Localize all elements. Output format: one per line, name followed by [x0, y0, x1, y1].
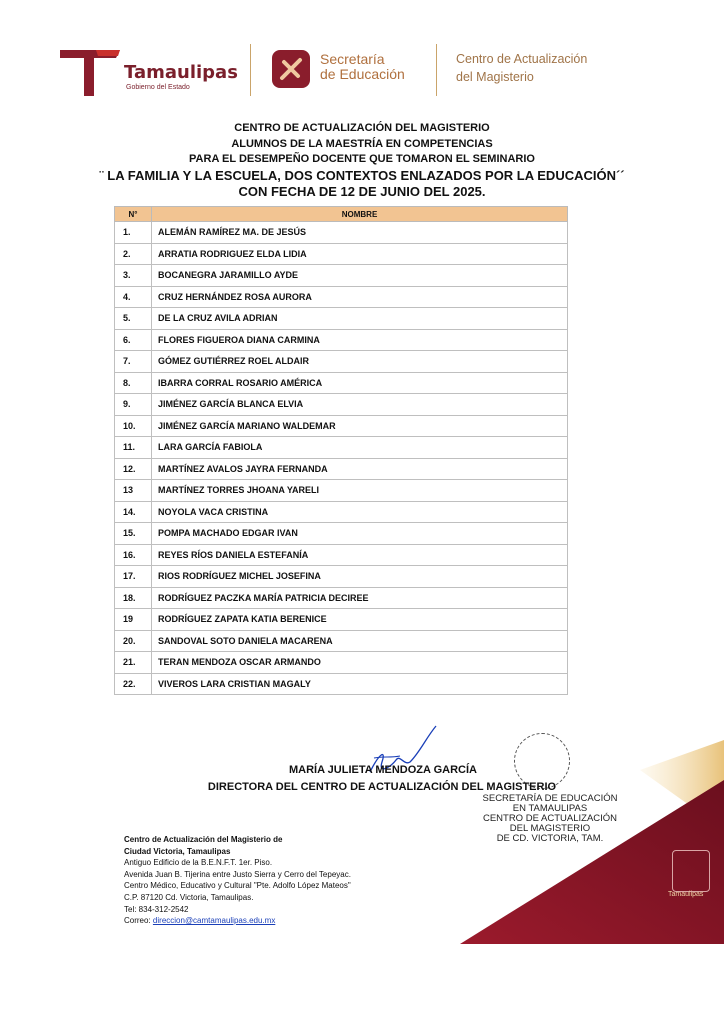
row-number: 8. [115, 372, 152, 394]
row-number: 17. [115, 566, 152, 588]
table-row [115, 329, 568, 351]
row-number: 13 [115, 480, 152, 502]
row-number: 19 [115, 609, 152, 631]
sep-logo [272, 50, 310, 88]
tamaulipas-subtitle: Gobierno del Estado [126, 84, 190, 91]
table-row [115, 523, 568, 545]
student-name: MARTÍNEZ AVALOS JAYRA FERNANDA [152, 458, 568, 480]
student-name: TERAN MENDOZA OSCAR ARMANDO [152, 652, 568, 674]
row-number: 5. [115, 308, 152, 330]
footer-address [124, 834, 444, 927]
title-line2: ALUMNOS DE LA MAESTRÍA EN COMPETENCIAS [231, 137, 493, 150]
student-name: DE LA CRUZ AVILA ADRIAN [152, 308, 568, 330]
row-number: 14. [115, 501, 152, 523]
stamp-line1: SECRETARÍA DE EDUCACIÓN [482, 793, 618, 804]
table-row [115, 372, 568, 394]
row-number: 16. [115, 544, 152, 566]
column-header-num: N° [115, 207, 152, 222]
title-line1: CENTRO DE ACTUALIZACIÓN DEL MAGISTERIO [234, 122, 490, 134]
row-number: 9. [115, 394, 152, 416]
stamp-line4: DEL MAGISTERIO [509, 823, 591, 834]
student-name: IBARRA CORRAL ROSARIO AMÉRICA [152, 372, 568, 394]
cam-line2: del Magisterio [456, 70, 534, 84]
footer-line2: Ciudad Victoria, Tamaulipas [124, 846, 231, 856]
row-number: 6. [115, 329, 152, 351]
sep-line2: de Educación [320, 66, 405, 82]
table-row [115, 630, 568, 652]
student-name: LARA GARCÍA FABIOLA [152, 437, 568, 459]
row-number: 7. [115, 351, 152, 373]
table-row [115, 566, 568, 588]
row-number: 2. [115, 243, 152, 265]
table-row [115, 501, 568, 523]
student-name: RODRÍGUEZ PACZKA MARÍA PATRICIA DECIREE [152, 587, 568, 609]
stamp-line5: DE CD. VICTORIA, TAM. [496, 833, 604, 844]
footer-line3: Antiguo Edificio de la B.E.N.F.T. 1er. Piso. [124, 858, 273, 868]
table-header-row [115, 207, 568, 222]
row-number: 4. [115, 286, 152, 308]
student-name: MARTÍNEZ TORRES JHOANA YARELI [152, 480, 568, 502]
table-row [115, 673, 568, 695]
student-name: CRUZ HERNÁNDEZ ROSA AURORA [152, 286, 568, 308]
table-row [115, 308, 568, 330]
students-table [114, 206, 568, 695]
title-line5: CON FECHA DE 12 DE JUNIO DEL 2025. [238, 183, 486, 199]
student-name: JIMÉNEZ GARCÍA MARIANO WALDEMAR [152, 415, 568, 437]
email-link[interactable]: direccion@camtamaulipas.edu.mx [152, 916, 276, 926]
table-row [115, 609, 568, 631]
table-row [115, 415, 568, 437]
student-name: BOCANEGRA JARAMILLO AYDE [152, 265, 568, 287]
footer-line5: Centro Médico, Educativo y Cultural "Pte. Adolfo López Mateos" [124, 881, 351, 891]
column-header-name: NOMBRE [152, 207, 568, 222]
student-name: RIOS RODRÍGUEZ MICHEL JOSEFINA [152, 566, 568, 588]
row-number: 21. [115, 652, 152, 674]
title-line4: ¨ LA FAMILIA Y LA ESCUELA, DOS CONTEXTOS ENLAZADOS POR LA EDUCACIÓN´´ [99, 167, 625, 183]
stamp-line2: EN TAMAULIPAS [512, 803, 588, 814]
footer-line4: Avenida Juan B. Tijerina entre Justo Sierra y Cerro del Tepeyac. [124, 869, 351, 879]
footer-line1: Centro de Actualización del Magisterio de [124, 835, 283, 844]
document-title [0, 121, 724, 200]
student-name: NOYOLA VACA CRISTINA [152, 501, 568, 523]
corner-logo-text: Tamaulipas [668, 891, 704, 898]
divider [436, 44, 437, 96]
table-row [115, 243, 568, 265]
table-row [115, 544, 568, 566]
corner-decoration [460, 740, 724, 944]
row-number: 15. [115, 523, 152, 545]
tamaulipas-name: Tamaulipas [124, 62, 238, 83]
cam-line1: Centro de Actualización [456, 52, 588, 66]
row-number: 11. [115, 437, 152, 459]
row-number: 1. [115, 222, 152, 244]
row-number: 20. [115, 630, 152, 652]
row-number: 22. [115, 673, 152, 695]
student-name: ALEMÁN RAMÍREZ MA. DE JESÚS [152, 222, 568, 244]
row-number: 3. [115, 265, 152, 287]
student-name: SANDOVAL SOTO DANIELA MACARENA [152, 630, 568, 652]
footer-email-row [124, 915, 444, 927]
table-row [115, 652, 568, 674]
table-row [115, 480, 568, 502]
corner-logo [672, 850, 710, 892]
footer-line6: C.P. 87120 Cd. Victoria, Tamaulipas. [124, 892, 254, 902]
student-name: GÓMEZ GUTIÉRREZ ROEL ALDAIR [152, 351, 568, 373]
signatory-role: DIRECTORA DEL CENTRO DE ACTUALIZACIÓN DEL MAGISTERIO [207, 781, 557, 793]
table-row [115, 458, 568, 480]
student-name: FLORES FIGUEROA DIANA CARMINA [152, 329, 568, 351]
sep-name [320, 52, 405, 82]
signatory-name: MARÍA JULIETA MENDOZA GARCÍA [288, 764, 477, 776]
table-row [115, 265, 568, 287]
sep-line1: Secretaría [320, 51, 385, 67]
student-name: VIVEROS LARA CRISTIAN MAGALY [152, 673, 568, 695]
stamp-line3: CENTRO DE ACTUALIZACIÓN [482, 813, 618, 824]
cam-name [456, 50, 587, 86]
student-name: RODRÍGUEZ ZAPATA KATIA BERENICE [152, 609, 568, 631]
letterhead [58, 40, 678, 102]
student-name: POMPA MACHADO EDGAR IVAN [152, 523, 568, 545]
table-row [115, 394, 568, 416]
divider [250, 44, 251, 96]
table-row [115, 351, 568, 373]
row-number: 10. [115, 415, 152, 437]
student-name: JIMÉNEZ GARCÍA BLANCA ELVIA [152, 394, 568, 416]
table-row [115, 286, 568, 308]
table-row [115, 437, 568, 459]
email-label: Correo: [124, 916, 151, 926]
table-row [115, 587, 568, 609]
row-number: 12. [115, 458, 152, 480]
footer-line7: Tel: 834-312-2542 [124, 904, 189, 914]
table-row [115, 222, 568, 244]
student-name: ARRATIA RODRIGUEZ ELDA LIDIA [152, 243, 568, 265]
student-name: REYES RÍOS DANIELA ESTEFANÍA [152, 544, 568, 566]
title-line3: PARA EL DESEMPEÑO DOCENTE QUE TOMARON EL SEMINARIO [189, 153, 535, 165]
row-number: 18. [115, 587, 152, 609]
